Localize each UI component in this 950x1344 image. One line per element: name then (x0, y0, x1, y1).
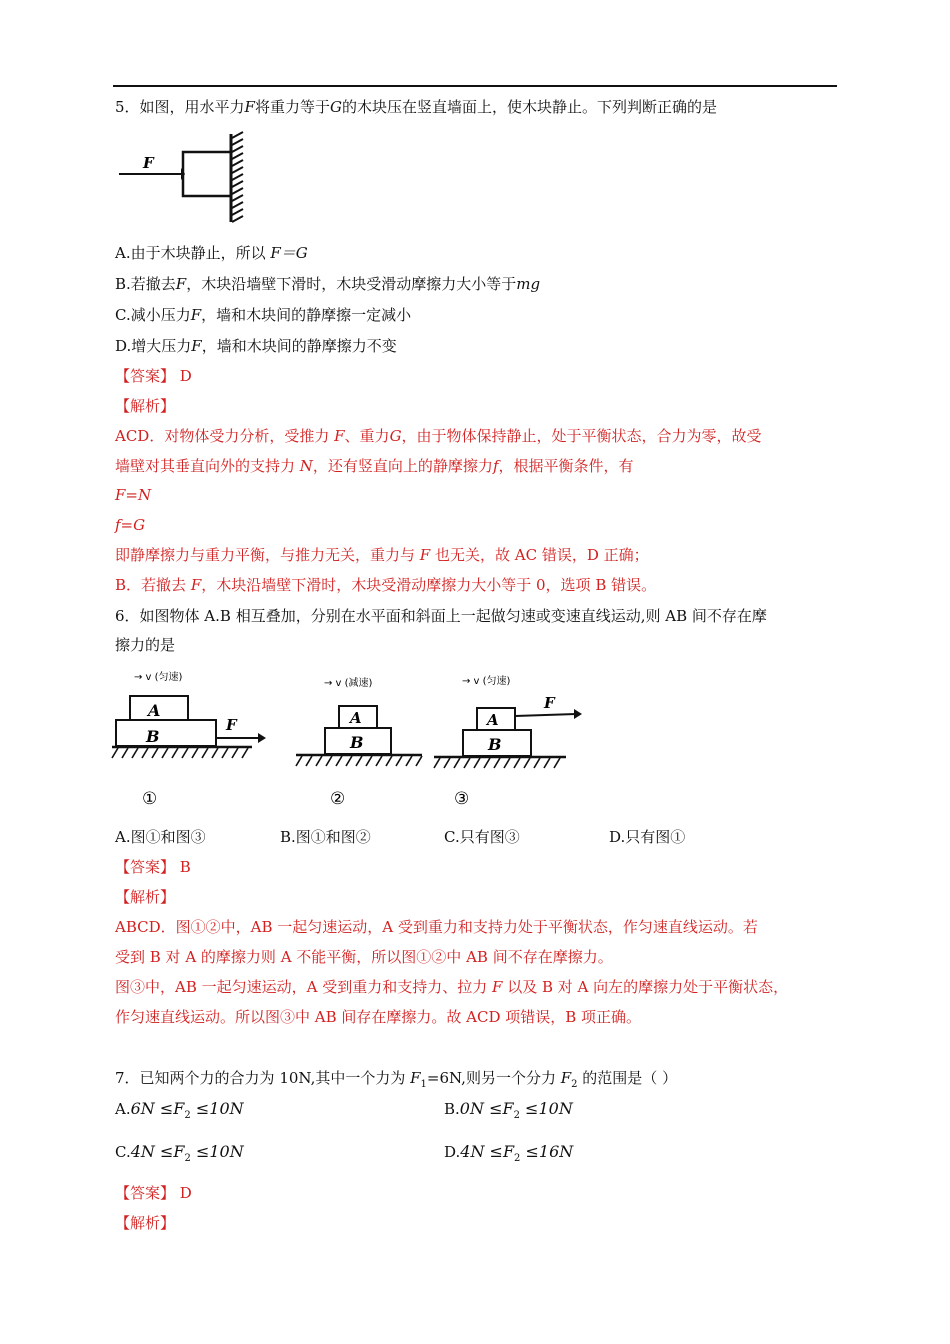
q6-answer: 【答案】 B (115, 858, 191, 876)
ground-hatching (296, 756, 422, 766)
svg-text:B: B (146, 727, 160, 746)
ground-hatching (112, 748, 248, 758)
force-arrow (515, 714, 576, 716)
wood-block (183, 152, 231, 196)
q7-stem: 7．已知两个力的合力为 10N,其中一个力为 $F_1=6N$,则另一个分力 $F_2$ 的范围是（ ） (115, 1069, 678, 1090)
q5-stem: 5．如图，用水平力F将重力等于G的木块压在竖直墙面上，使木块静止。下列判断正确的是 (115, 98, 717, 116)
figure-number-2: ② (330, 789, 346, 809)
q5-option-b: B.若撤去F，木块沿墙壁下滑时，木块受滑动摩擦力大小等于mg (115, 275, 541, 293)
q6-analysis-line3: 图③中，AB 一起匀速运动，A 受到重力和支持力、拉力 F 以及 B 对 A 向左的摩擦力处于平衡状态， (115, 978, 789, 996)
q6-analysis-label: 【解析】 (115, 888, 176, 906)
svg-text:F: F (226, 716, 237, 734)
q6-analysis-line1: ABCD．图①②中，AB 一起匀速运动，A 受到重力和支持力处于平衡状态，作匀速直线运动。若 (115, 918, 758, 936)
q5-option-a: A.由于木块静止，所以 F＝G (115, 244, 308, 262)
svg-text:B: B (350, 733, 364, 752)
svg-text:A: A (350, 709, 362, 727)
q7-option-c: $C.4N \le F_2 \le 10N$ (115, 1142, 244, 1165)
q5-analysis-label: 【解析】 (115, 397, 176, 415)
q6-analysis-line4: 作匀速直线运动。所以图③中 AB 间存在摩擦力。故 ACD 项错误，B 项正确。 (115, 1008, 642, 1026)
svg-text:F: F (544, 694, 555, 712)
q6-option-d: D.只有图① (609, 828, 686, 846)
ground-hatching (434, 758, 560, 768)
velocity-label-1: → v (匀速) (134, 672, 183, 683)
q5-equation-2: f=G (115, 516, 146, 534)
force-arrowhead (574, 709, 582, 719)
q6-analysis-line2: 受到 B 对 A 的摩擦力则 A 不能平衡，所以图①②中 AB 间不存在摩擦力。 (115, 948, 613, 966)
q5-option-c: C.减小压力F，墙和木块间的静摩擦一定减小 (115, 306, 412, 324)
svg-text:B: B (488, 735, 502, 754)
velocity-label-2: → v (减速) (324, 678, 373, 689)
q5-analysis-line2: 墙壁对其垂直向外的支持力 N，还有竖直向上的静摩擦力f，根据平衡条件，有 (115, 457, 634, 475)
block-b (116, 720, 216, 746)
q7-option-a: $A.6N \le F_2 \le 10N$ (115, 1099, 244, 1122)
q7-answer: 【答案】 D (115, 1184, 192, 1202)
q7-analysis-label: 【解析】 (115, 1214, 176, 1232)
wall-hatching (232, 132, 243, 222)
q6-figure-1 (112, 668, 272, 808)
svg-text:A: A (487, 711, 499, 729)
q5-equation-1: F=N (115, 486, 152, 504)
q5-analysis-line3: 即静摩擦力与重力平衡，与推力无关，重力与 F 也无关，故 AC 错误，D 正确； (115, 546, 649, 564)
q6-figure-2 (292, 668, 432, 808)
force-label: F (143, 154, 154, 172)
q7-option-b: $B.0N \le F_2 \le 10N$ (444, 1099, 573, 1122)
q5-figure-wall-block (115, 130, 255, 230)
q5-option-d: D.增大压力F，墙和木块间的静摩擦力不变 (115, 337, 397, 355)
q6-stem-line2: 擦力的是 (115, 636, 176, 654)
q6-option-b: B.图①和图② (280, 828, 371, 846)
q6-option-c: C.只有图③ (444, 828, 520, 846)
figure-number-3: ③ (454, 789, 470, 809)
figure-number-1: ① (142, 789, 158, 809)
q5-answer: 【答案】 D (115, 367, 192, 385)
q6-option-a: A.图①和图③ (115, 828, 206, 846)
header-rule (113, 85, 837, 87)
q6-figure-3 (432, 668, 592, 808)
q7-option-d: $D.4N \le F_2 \le 16N$ (444, 1142, 574, 1165)
q5-analysis-line4: B．若撤去 F，木块沿墙壁下滑时，木块受滑动摩擦力大小等于 0，选项 B 错误。 (115, 576, 657, 594)
force-arrowhead (258, 733, 266, 743)
q6-stem-line1: 6．如图物体 A.B 相互叠加，分别在水平面和斜面上一起做匀速或变速直线运动,则 AB 间不存在摩 (115, 607, 767, 625)
q5-analysis-line1: ACD．对物体受力分析，受推力 F、重力G，由于物体保持静止，处于平衡状态，合力为零，故受 (115, 427, 762, 445)
velocity-label-3: → v (匀速) (462, 676, 511, 687)
svg-text:A: A (148, 701, 161, 720)
